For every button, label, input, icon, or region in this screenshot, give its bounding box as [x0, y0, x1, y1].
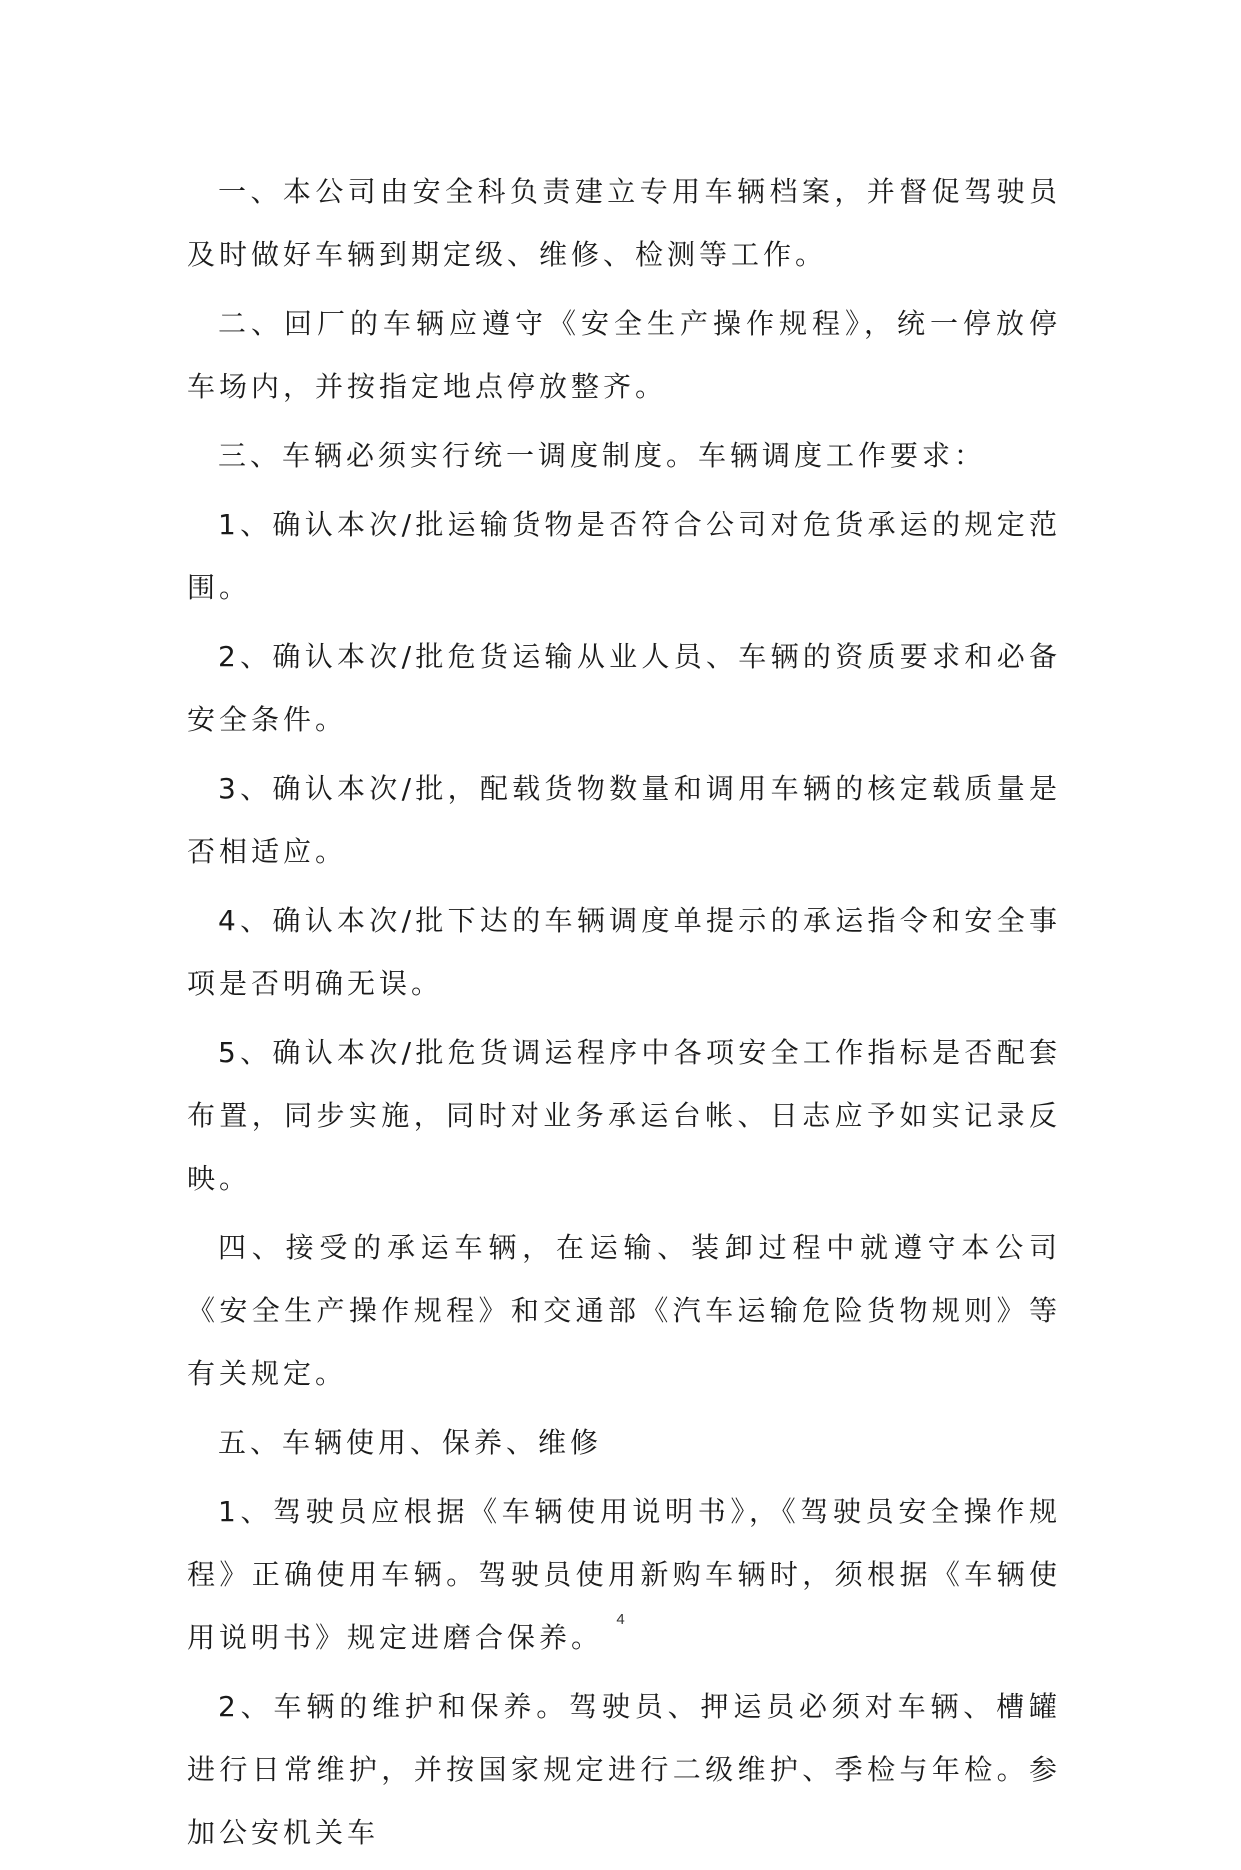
page-number: 4 — [616, 1611, 625, 1628]
paragraph-2: 二、回厂的车辆应遵守《安全生产操作规程》，统一停放停车场内，并按指定地点停放整齐。 — [187, 307, 1061, 403]
paragraph-5: 2、确认本次/批危货运输从业人员、车辆的资质要求和必备安全条件。 — [187, 640, 1061, 736]
paragraph-6: 3、确认本次/批，配载货物数量和调用车辆的核定载质量是否相适应。 — [187, 772, 1061, 868]
paragraph-9: 四、接受的承运车辆，在运输、装卸过程中就遵守本公司《安全生产操作规程》和交通部《汽车运输危险货物规则》等有关规定。 — [187, 1231, 1061, 1390]
paragraph-1: 一、本公司由安全科负责建立专用车辆档案，并督促驾驶员及时做好车辆到期定级、维修、检测等工作。 — [187, 175, 1061, 271]
paragraph-4: 1、确认本次/批运输货物是否符合公司对危货承运的规定范围。 — [187, 508, 1061, 604]
paragraph-8: 5、确认本次/批危货调运程序中各项安全工作指标是否配套布置，同步实施，同时对业务承运台帐、日志应予如实记录反映。 — [187, 1036, 1061, 1195]
paragraph-11: 1、驾驶员应根据《车辆使用说明书》，《驾驶员安全操作规程》正确使用车辆。驾驶员使用新购车辆时，须根据《车辆使用说明书》规定进磨合保养。 — [187, 1495, 1061, 1654]
paragraph-10: 五、车辆使用、保养、维修 — [218, 1426, 603, 1459]
paragraph-12: 2、车辆的维护和保养。驾驶员、押运员必须对车辆、槽罐进行日常维护，并按国家规定进行二级维护、季检与年检。参加公安机关车 — [187, 1690, 1061, 1849]
paragraph-3: 三、车辆必须实行统一调度制度。车辆调度工作要求： — [218, 439, 987, 472]
paragraph-7: 4、确认本次/批下达的车辆调度单提示的承运指令和安全事项是否明确无误。 — [187, 904, 1061, 1000]
